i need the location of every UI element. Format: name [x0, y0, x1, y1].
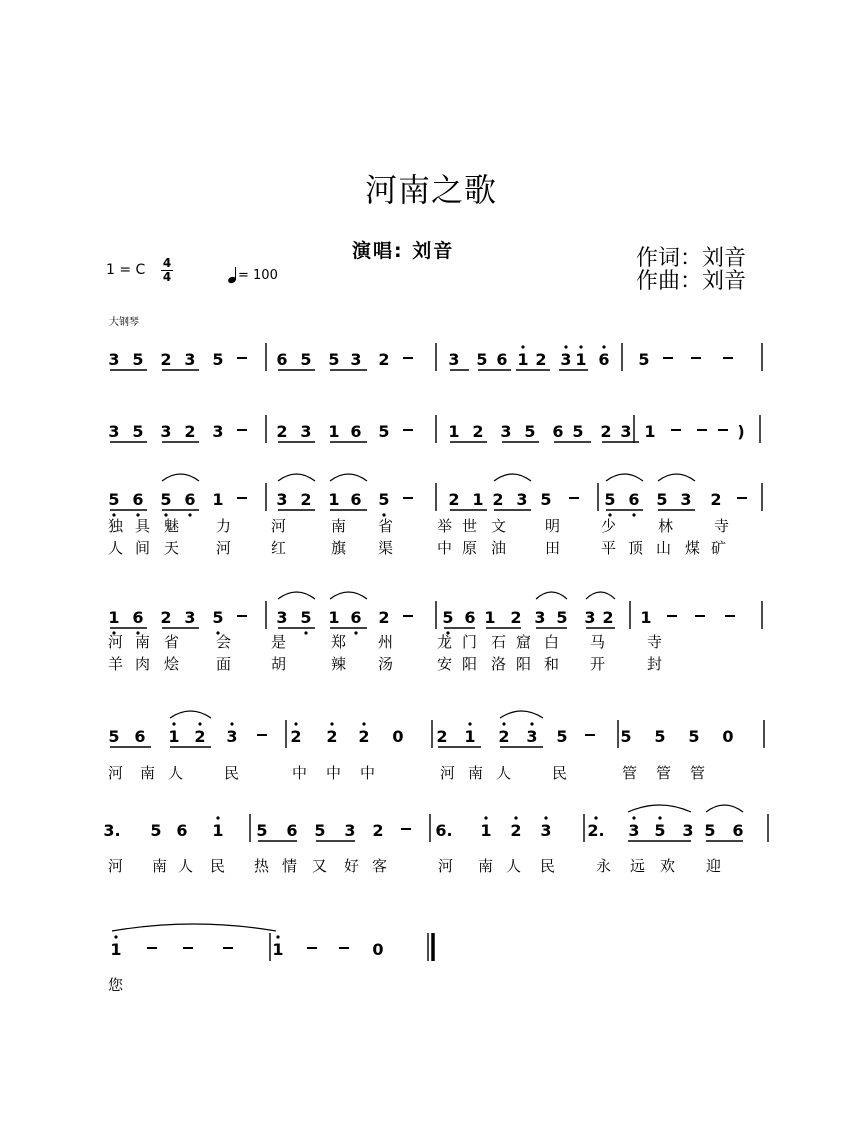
lyric-char: 郑: [331, 633, 347, 651]
lyric-char: 安: [437, 655, 453, 673]
note: 5: [212, 608, 224, 627]
lyric-char: 中: [360, 764, 376, 782]
note: 2: [160, 350, 172, 369]
note: 5: [132, 422, 144, 441]
note: 2: [710, 490, 722, 509]
time-signature-bottom: 4: [162, 270, 172, 284]
lyric-char: 矿: [711, 539, 727, 557]
note: 2: [510, 608, 522, 627]
note: 2: [276, 422, 288, 441]
lyric-char: 羊: [108, 655, 124, 673]
lyric-char: 省: [378, 517, 394, 535]
slur-arc: [170, 711, 211, 718]
octave-dot-high: [530, 722, 533, 725]
note: 6: [350, 490, 362, 509]
score-row: [108, 711, 764, 748]
lyric-char: 白: [544, 633, 560, 651]
note: 6: [132, 490, 144, 509]
slur-arc: [586, 592, 615, 599]
note: 6: [286, 821, 298, 840]
note: 6: [552, 422, 564, 441]
note: 5: [150, 821, 162, 840]
note: 5: [656, 490, 668, 509]
note: 5: [442, 608, 454, 627]
score-row: [108, 592, 762, 635]
note: 2: [535, 350, 547, 369]
octave-dot-high: [230, 722, 233, 725]
note: 1: [484, 608, 496, 627]
note: 6: [134, 727, 146, 746]
score-row: [108, 343, 762, 371]
lyric-char: 文: [491, 517, 507, 535]
lyric-char: 寺: [647, 633, 663, 651]
note: 3: [526, 727, 538, 746]
lyric-char: 会: [216, 633, 232, 651]
slur-arc: [278, 474, 315, 481]
lyric-char: 迎: [706, 857, 722, 875]
note: 2: [194, 727, 206, 746]
tempo-value: = 100: [238, 268, 278, 283]
note: 3: [350, 350, 362, 369]
note: 1: [272, 940, 284, 959]
lyric-char: 天: [164, 539, 180, 557]
lyric-char: 石: [491, 633, 507, 651]
note: 3: [160, 422, 172, 441]
note: 2: [378, 608, 390, 627]
note: 5: [556, 608, 568, 627]
note: 6: [464, 608, 476, 627]
lyric-char: 客: [372, 857, 388, 875]
note: 1: [448, 422, 460, 441]
note: 3: [184, 350, 196, 369]
score-row: [108, 415, 760, 443]
note: 5: [300, 350, 312, 369]
note: 6: [598, 350, 610, 369]
octave-dot-low: [632, 513, 635, 516]
lyric-char: 独: [108, 517, 124, 535]
lyric-char: 马: [590, 633, 606, 651]
note: 3: [344, 821, 356, 840]
octave-dot-high: [330, 722, 333, 725]
key-signature: 1 = C: [106, 262, 146, 278]
octave-dot-high: [544, 816, 547, 819]
lyric-char: 胡: [271, 655, 287, 673]
note: 5: [572, 422, 584, 441]
note: 3: [516, 490, 528, 509]
note: 0: [372, 940, 384, 959]
lyric-char: 油: [491, 539, 507, 557]
note: 3: [108, 422, 120, 441]
octave-dot-high: [514, 816, 517, 819]
time-signature-top: 4: [162, 256, 172, 270]
lyric-char: 河: [438, 857, 454, 875]
note: 3: [500, 422, 512, 441]
lyric-char: 窟: [516, 633, 532, 651]
note: 1: [212, 821, 224, 840]
note: 3: [226, 727, 238, 746]
note: 5: [476, 350, 488, 369]
lyric-char: 封: [647, 655, 663, 673]
lyric-char: 具: [135, 517, 151, 535]
lyric-char: 人: [178, 857, 194, 875]
note: 3: [680, 490, 692, 509]
note: 1: [517, 350, 529, 369]
octave-dot-high: [362, 722, 365, 725]
octave-dot-high: [294, 722, 297, 725]
note: 1: [472, 490, 484, 509]
note: 5: [378, 490, 390, 509]
octave-dot-high: [594, 816, 597, 819]
slur-arc: [628, 805, 691, 812]
lyric-char: 龙: [437, 633, 453, 651]
lyric-char: 永: [596, 857, 612, 875]
lyric-char: 山: [656, 539, 672, 557]
note: 2: [498, 727, 510, 746]
slur-arc: [494, 474, 531, 481]
note: 2: [358, 727, 370, 746]
lyric-char: 旗: [331, 539, 347, 557]
note: 6: [276, 350, 288, 369]
note: 3: [534, 608, 546, 627]
note: 1: [108, 608, 120, 627]
note: 2: [326, 727, 338, 746]
lyric-char: 平: [601, 539, 617, 557]
note: 5: [132, 350, 144, 369]
octave-dot-high: [468, 722, 471, 725]
lyric-char: 人: [108, 539, 124, 557]
lyric-char: 南: [478, 857, 494, 875]
octave-dot-low: [304, 631, 307, 634]
lyric-char: 中: [437, 539, 453, 557]
note: 2: [290, 727, 302, 746]
note: 3: [682, 821, 694, 840]
lyric-char: 汤: [378, 655, 394, 673]
note: 1: [328, 608, 340, 627]
note: 6: [350, 422, 362, 441]
lyric-char: 州: [378, 633, 394, 651]
lyric-char: 南: [152, 857, 168, 875]
lyric-char: 人: [496, 764, 512, 782]
score-row: [110, 924, 433, 961]
note: 5: [688, 727, 700, 746]
octave-dot-high: [632, 816, 635, 819]
octave-dot-high: [579, 345, 582, 348]
note: 5: [524, 422, 536, 441]
slur-arc: [658, 474, 695, 481]
lyric-char: 和: [544, 655, 560, 673]
note: 5: [256, 821, 268, 840]
lyric-char: 河: [271, 517, 287, 535]
note: 5: [328, 350, 340, 369]
note: 5: [654, 727, 666, 746]
note: 3: [184, 608, 196, 627]
note: 2: [448, 490, 460, 509]
octave-dot-high: [172, 722, 175, 725]
song-title: 河南之歌: [364, 171, 497, 209]
lyric-char: 南: [140, 764, 156, 782]
slur-arc: [500, 711, 543, 718]
score-row: [103, 805, 768, 842]
lyric-char: 河: [108, 857, 124, 875]
note: 1: [328, 490, 340, 509]
octave-dot-high: [658, 816, 661, 819]
note: 1: [328, 422, 340, 441]
octave-dot-high: [216, 816, 219, 819]
lyric-char: 南: [468, 764, 484, 782]
lyric-char: 中: [292, 764, 308, 782]
lyric-char: 河: [108, 764, 124, 782]
octave-dot-low: [354, 631, 357, 634]
lyric-char: 渠: [378, 539, 394, 557]
lyricist-credit: 作词：刘音: [636, 246, 747, 271]
lyric-char: 民: [552, 764, 568, 782]
lyric-char: 河: [440, 764, 456, 782]
lyric-char: 民: [540, 857, 556, 875]
note: 2: [436, 727, 448, 746]
note: 5: [212, 350, 224, 369]
note: 2: [378, 350, 390, 369]
note: 6: [732, 821, 744, 840]
lyric-char: 河: [108, 633, 124, 651]
octave-dot-high: [502, 722, 505, 725]
octave-dot-high: [602, 345, 605, 348]
note: 5: [540, 490, 552, 509]
note: 2: [510, 821, 522, 840]
note: 6.: [435, 821, 453, 840]
note: 2: [472, 422, 484, 441]
note: 6: [132, 608, 144, 627]
note: 5: [704, 821, 716, 840]
lyric-char: 情: [282, 857, 298, 875]
lyric-char: 开: [590, 655, 606, 673]
octave-dot-high: [198, 722, 201, 725]
lyric-char: 好: [344, 857, 360, 875]
lyric-char: 肉: [135, 655, 151, 673]
lyric-char: 洛: [491, 655, 507, 673]
note: 6: [496, 350, 508, 369]
slur-arc: [330, 474, 367, 481]
note: 1: [464, 727, 476, 746]
lyric-char: 人: [506, 857, 522, 875]
note: 2: [492, 490, 504, 509]
lyric-char: 煤: [685, 539, 701, 557]
note: 2: [184, 422, 196, 441]
note: 1: [168, 727, 180, 746]
note: 3: [212, 422, 224, 441]
lyric-char: 管: [690, 764, 706, 782]
note: 3: [300, 422, 312, 441]
note: 3: [108, 350, 120, 369]
octave-dot-low: [188, 513, 191, 516]
lyric-char: 魅: [164, 517, 180, 535]
lyric-char: 力: [216, 517, 232, 535]
lyric-char: 您: [108, 976, 124, 994]
lyric-char: 阳: [462, 655, 478, 673]
lyric-char: 民: [224, 764, 240, 782]
lyric-char: 阳: [516, 655, 532, 673]
lyric-char: 田: [545, 539, 561, 557]
closing-paren: ): [737, 422, 745, 441]
note: 2: [160, 608, 172, 627]
lyric-char: 林: [658, 517, 674, 535]
note: 6: [176, 821, 188, 840]
note: 5: [556, 727, 568, 746]
lyric-char: 是: [271, 633, 287, 651]
note: 5: [620, 727, 632, 746]
lyric-char: 寺: [714, 517, 730, 535]
lyric-char: 民: [210, 857, 226, 875]
lyric-char: 烩: [164, 655, 180, 673]
slur-arc: [112, 924, 276, 931]
lyric-char: 南: [135, 633, 151, 651]
note: 5: [378, 422, 390, 441]
lyric-char: 世: [462, 517, 478, 535]
lyric-char: 远: [630, 857, 646, 875]
lyric-char: 河: [216, 539, 232, 557]
note: 5: [108, 727, 120, 746]
note: 3: [276, 490, 288, 509]
octave-dot-high: [114, 935, 117, 938]
note: 3: [448, 350, 460, 369]
slur-arc: [536, 592, 567, 599]
note: 3.: [103, 821, 121, 840]
slur-arc: [706, 805, 743, 812]
singer-credit: 演唱: 刘音: [352, 240, 455, 262]
lyric-char: 顶: [628, 539, 644, 557]
instrument-label: 大钢琴: [109, 317, 139, 328]
note: 5: [654, 821, 666, 840]
note: 3: [560, 350, 572, 369]
note: 1: [110, 940, 122, 959]
note: 2: [600, 422, 612, 441]
note: 1: [212, 490, 224, 509]
slur-arc: [278, 592, 315, 599]
note: 5: [314, 821, 326, 840]
lyric-char: 热: [254, 857, 270, 875]
lyric-char: 间: [135, 539, 151, 557]
lyric-char: 门: [462, 633, 478, 651]
lyric-char: 管: [622, 764, 638, 782]
note: 3: [540, 821, 552, 840]
slur-arc: [330, 592, 367, 599]
note: 3: [620, 422, 632, 441]
note: 6: [628, 490, 640, 509]
lyric-char: 又: [312, 857, 328, 875]
note: 5: [108, 490, 120, 509]
note: 2: [602, 608, 614, 627]
octave-dot-high: [276, 935, 279, 938]
note: 5: [604, 490, 616, 509]
octave-dot-high: [564, 345, 567, 348]
slur-arc: [606, 474, 643, 481]
note: 1: [480, 821, 492, 840]
octave-dot-high: [521, 345, 524, 348]
lyric-char: 原: [462, 539, 478, 557]
lyric-char: 面: [216, 655, 232, 673]
lyric-char: 举: [437, 517, 453, 535]
note: 1: [640, 608, 652, 627]
octave-dot-high: [484, 816, 487, 819]
composer-credit: 作曲：刘音: [636, 269, 747, 294]
score-row: [108, 474, 762, 517]
note: 2: [372, 821, 384, 840]
lyric-char: 明: [545, 517, 561, 535]
note: 1: [575, 350, 587, 369]
lyric-char: 红: [271, 539, 287, 557]
note: 0: [722, 727, 734, 746]
note: 3: [276, 608, 288, 627]
note: 2: [300, 490, 312, 509]
note: 3: [584, 608, 596, 627]
note: 3: [628, 821, 640, 840]
slur-arc: [162, 474, 199, 481]
note: 6: [184, 490, 196, 509]
lyric-char: 中: [326, 764, 342, 782]
note: 5: [300, 608, 312, 627]
note: 5: [160, 490, 172, 509]
note: 6: [350, 608, 362, 627]
lyric-char: 少: [601, 517, 617, 535]
lyric-char: 人: [168, 764, 184, 782]
lyric-char: 南: [331, 517, 347, 535]
lyric-char: 省: [164, 633, 180, 651]
note: 5: [638, 350, 650, 369]
note: 2.: [587, 821, 605, 840]
lyric-char: 辣: [331, 655, 347, 673]
note: 0: [392, 727, 404, 746]
lyric-char: 欢: [660, 857, 676, 875]
lyric-char: 管: [656, 764, 672, 782]
note: 1: [644, 422, 656, 441]
